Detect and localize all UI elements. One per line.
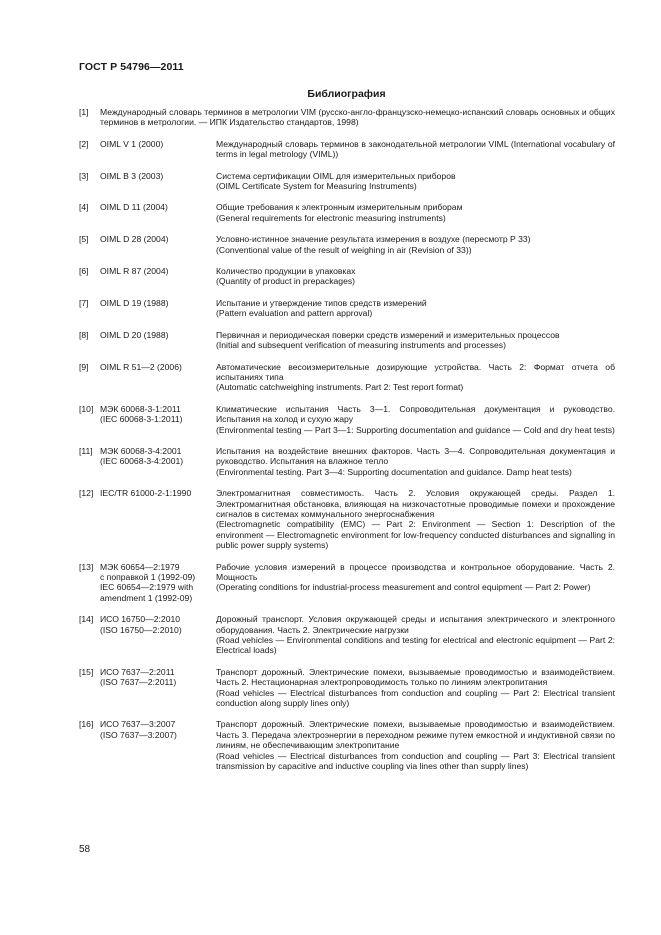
reference-line: ИСО 16750—2:2010 [100,614,181,625]
bibliography-list [79,107,615,783]
description-translation: (Electromagnetic compatibility (EMC) — Part 2: Environment — Section 1: Description of the environment — Electromagnetic environment for low-frequency conducted disturbances and signalling in public power supply systems) [216,519,615,551]
description-translation: (Conventional value of the result of weighing in air (Revision of 33)) [216,244,472,255]
entry-description [216,362,615,393]
bibliography-entry [79,171,615,192]
entry-reference [100,139,216,160]
entry-number: [2] [79,138,89,149]
description-translation: (Road vehicles — Electrical disturbances from conduction and coupling — Part 3: Electrical transient transmission by capacitive and inductive coupling via lines other than supply lines) [216,750,615,772]
reference-line: (IEC 60068-3-4:2001) [100,456,184,467]
bibliography-entry [79,330,615,351]
entry-description [216,139,615,160]
bibliography-entry [79,266,615,287]
description-text: Испытание и утверждение типов средств измерений [216,297,427,308]
entry-description [216,719,615,771]
reference-line: (ISO 7637—2:2011) [100,677,177,688]
entry-number: [1] [79,107,89,117]
entry-reference [100,614,216,656]
entry-description [216,562,615,604]
entry-reference [100,667,216,709]
description-text: Климатические испытания Часть 3—1. Сопроводительная документация и руководство. Испытания на холод и сухую жару [216,403,615,425]
reference-line: (ISO 16750—2:2010) [100,624,182,635]
bibliography-entry [79,234,615,255]
description-translation: (Automatic catchweighing instruments. Part 2: Test report format) [216,382,464,393]
description-translation: (Environmental testing. Part 3—4: Supporting documentation and guidance. Damp heat tests) [216,466,572,477]
entry-description [216,404,615,435]
description-text: Транспорт дорожный. Электрические помехи, вызываемые проводимостью и взаимодействием. Часть 3. Передача электроэнергии в переходном режиме путем емкостной и индуктивной связи по линиям, не обеспечивающим электропитание [216,719,615,751]
bibliography-entry [79,614,615,656]
description-text: Международный словарь терминов в законодательной метрологии VIML (International vocabulary of terms in legal metrology (VIML)) [216,138,615,160]
bibliography-title: Библиография [307,88,386,100]
description-translation: (Environmental testing — Part 3—1: Supporting documentation and guidance — Cold and dry heat tests) [216,424,615,435]
entry-number: [13] [79,561,94,572]
entry-reference [100,330,216,351]
entry-description [216,266,615,287]
entry-number: [9] [79,361,89,372]
entry-number: [14] [79,614,94,625]
entry-number: [3] [79,170,89,181]
reference-line: IEC/TR 61000-2-1:1990 [100,488,192,499]
reference-line: OIML V 1 (2000) [100,138,164,149]
reference-line: OIML D 20 (1988) [100,329,169,340]
description-text: Испытания на воздействие внешних факторов. Часть 3—4. Сопроводительная документация и руководство. Испытания на влажное тепло [216,445,615,467]
reference-line: (ISO 7637—3:2007) [100,729,177,740]
description-text: Условно-истинное значение результата измерения в воздухе (пересмотр Р 33) [216,234,531,245]
entry-number: [5] [79,234,89,245]
entry-reference [100,562,216,604]
reference-line: ИСО 7637—2:2011 [100,666,175,677]
reference-line: (IEC 60068-3-1:2011) [100,414,183,425]
bibliography-entry [79,562,615,604]
entry-number: [15] [79,666,94,677]
entry-number: [16] [79,719,94,730]
entry-description [216,330,615,351]
entry-reference [100,202,216,223]
description-text: Автоматические весоизмерительные дозирующие устройства. Часть 2: Формат отчета об испытаниях типа [216,361,615,382]
description-translation: (General requirements for electronic measuring instruments) [216,212,446,223]
entry-reference [100,362,216,393]
entry-description [216,446,615,477]
entry-reference [100,266,216,287]
entry-reference [100,234,216,255]
description-text: Количество продукции в упаковках [216,266,356,277]
page-number: 58 [79,844,91,855]
entry-reference [100,298,216,319]
reference-line: МЭК 60068-3-4:2001 [100,445,182,456]
bibliography-entry [79,298,615,319]
bibliography-entry [79,107,615,128]
entry-reference [100,488,216,550]
entry-description [216,234,615,255]
description-text: Первичная и периодическая поверки средств измерений и измерительных процессов [216,329,560,340]
entry-number: [10] [79,403,94,414]
description-text: Электромагнитная совместимость. Часть 2. Условия окружающей среды. Раздел 1. Электромагнитная обстановка, влияющая на низкочастотные проводимые помехи и прохождение сигналов в системах коммунального энергоснабжения [216,488,615,519]
entry-description [216,614,615,656]
reference-line: с поправкой 1 (1992-09) [100,572,196,582]
reference-line: OIML D 19 (1988) [100,297,169,308]
reference-line: amendment 1 (1992-09) [100,592,193,603]
entry-reference [100,446,216,477]
description-text: Система сертификации OIML для измерительных приборов [216,170,456,181]
entry-description [216,298,615,319]
reference-line: OIML D 11 (2004) [100,202,168,213]
entry-description [216,202,615,223]
entry-reference [100,171,216,192]
entry-description [216,171,615,192]
entry-description [216,488,615,550]
reference-line: OIML R 87 (2004) [100,266,169,277]
entry-reference [100,404,216,435]
bibliography-entry [79,202,615,223]
description-translation: (Pattern evaluation and pattern approval) [216,308,373,319]
reference-line: OIML D 28 (2004) [100,234,169,245]
description-translation: (Operating conditions for industrial-process measurement and control equipment — Part 2: Power) [216,582,591,593]
description-translation: (OIML Certificate System for Measuring Instruments) [216,181,417,192]
description-text: Дорожный транспорт. Условия окружающей среды и испытания электрического и электронного оборудования. Часть 2. Электрические нагрузки [216,614,615,635]
entry-description [100,107,615,128]
entry-number: [11] [79,445,93,456]
bibliography-entry [79,667,615,709]
description-translation: (Initial and subsequent verification of measuring instruments and processes) [216,340,506,351]
description-text: Рабочие условия измерений в процессе производства и контрольное оборудование. Часть 2. Мощность [216,561,615,582]
description-translation: (Quantity of product in prepackages) [216,276,356,287]
entry-number: [8] [79,329,89,340]
reference-line: OIML B 3 (2003) [100,170,164,181]
entry-reference [100,719,216,771]
entry-description [216,667,615,709]
description-text: Международный словарь терминов в метрологии VIM (русско-англо-французско-немецко-испанский словарь основных и общих терминов в метрологии. — ИПК Издательство стандартов, 1998) [100,107,615,128]
standard-header: ГОСТ Р 54796—2011 [79,61,184,73]
reference-line: IEC 60654—2:1979 with [100,582,194,593]
reference-line: МЭК 60654—2:1979 [100,561,180,572]
bibliography-entry [79,362,615,393]
description-translation: (Road vehicles — Electrical disturbances from conduction and coupling — Part 2: Electrical transient conduction along supply lines only) [216,687,615,709]
reference-line: МЭК 60068-3-1:2011 [100,403,181,414]
reference-line: OIML R 51—2 (2006) [100,361,182,372]
bibliography-entry [79,719,615,771]
description-text: Общие требования к электронным измерительным приборам [216,202,463,213]
reference-line: ИСО 7637—3:2007 [100,719,176,730]
bibliography-entry [79,488,615,550]
entry-number: [12] [79,488,94,499]
description-text: Транспорт дорожный. Электрические помехи, вызываемые проводимостью и взаимодействием. Часть 2. Нестационарная электропроводимость только по линиям электропитания [216,666,615,688]
entry-number: [7] [79,297,89,308]
bibliography-entry [79,139,615,160]
bibliography-entry [79,446,615,477]
description-translation: (Road vehicles — Environmental conditions and testing for electrical and electronic equipment — Part 2: Electrical loads) [216,635,615,656]
entry-number: [6] [79,266,89,277]
entry-number: [4] [79,202,89,213]
bibliography-entry [79,404,615,435]
